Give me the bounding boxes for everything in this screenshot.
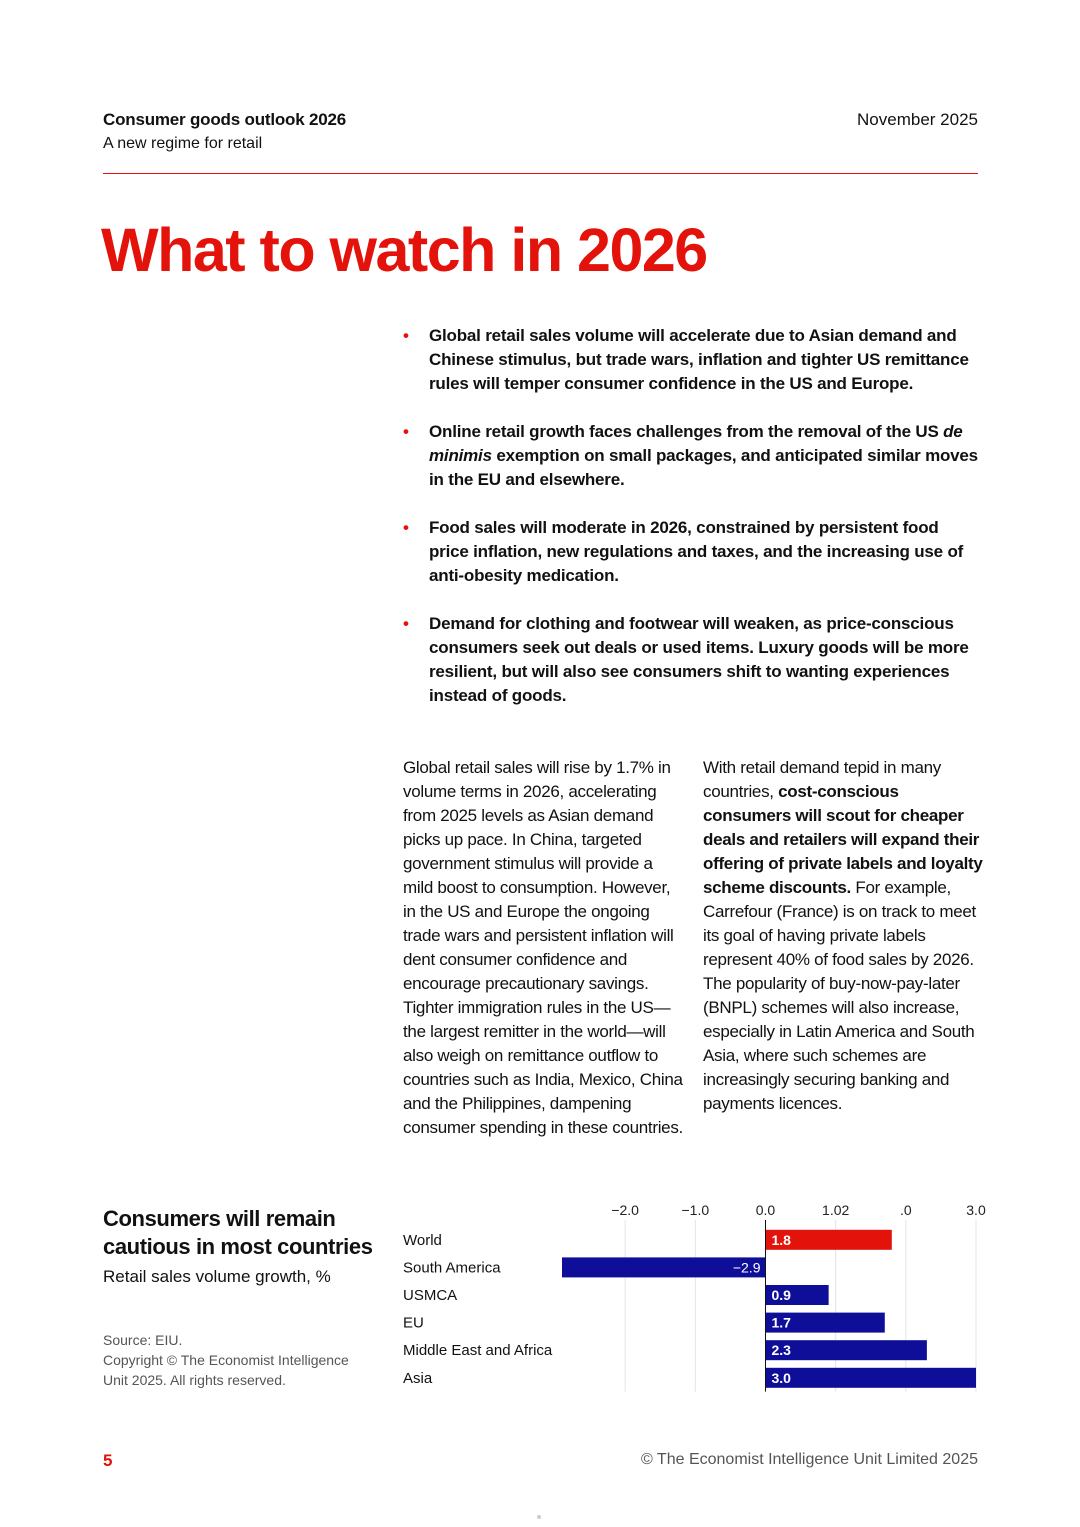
chart-subtitle: Retail sales volume growth, % [103,1267,331,1286]
x-tick-label: 3.0 [966,1202,986,1218]
copyright-line: Copyright © The Economist Intelligence Unit 2025. All rights reserved. [103,1352,349,1388]
body-text: With retail demand tepid in many countries, [703,758,941,801]
x-tick-label: .0 [899,1202,912,1218]
bar [765,1368,976,1388]
footer-copyright: © The Economist Intelligence Unit Limited 2025 [640,1451,978,1468]
bar-value-label: 2.3 [771,1342,791,1359]
key-point-text: Global retail sales volume will accelerate due to Asian demand and Chinese stimulus, but trade wars, inflation and tighter US remittance rules will temper consumer confidence in the US and Europe. [429,326,969,393]
bullet-icon: • [403,518,409,537]
key-point [403,516,978,588]
report-title: Consumer goods outlook 2026 [103,110,347,129]
page-indicator-dot [537,1515,541,1519]
x-tick-label: −2.0 [611,1202,639,1218]
key-point-text: Food sales will moderate in 2026, constrained by persistent food price inflation, new regulations and taxes, and the increasing use of anti-obesity medication. [429,518,964,585]
report-date: November 2025 [857,110,978,129]
category-label: South America [403,1259,501,1277]
key-point [403,612,978,708]
body-column-right [703,756,983,1116]
retail-growth-bar-chart [400,1196,986,1398]
bar-value-label: 3.0 [771,1369,791,1386]
category-label: USMCA [403,1287,458,1304]
page-title: What to watch in 2026 [101,216,707,284]
key-point-italic: de minimis [429,422,963,465]
key-point-text: Demand for clothing and footwear will weaken, as price-conscious consumers seek out deals or used items. Luxury goods will be more resilient, but will also see consumers shift to wanting experiences instead of goods. [429,614,969,705]
category-label: World [403,1231,442,1249]
key-points-list [403,324,978,732]
header-divider [103,173,978,174]
bar-value-label: 0.9 [771,1287,791,1303]
body-column-left: Global retail sales will rise by 1.7% in volume terms in 2026, accelerating from 2025 levels as Asian demand picks up pace. In China, targeted government stimulus will provide a mild boost to consumption. However, in the US and Europe the ongoing trade wars and persistent inflation will dent consumer confidence and encourage precautionary savings. Tighter immigration rules in the US—the largest remitter in the world—will also weigh on remittance outflow to countries such as India, Mexico, China and the Philippines, dampening consumer spending in these countries. [403,758,683,1137]
key-point-text: exemption on small packages, and anticipated similar moves in the EU and elsewhere. [429,446,978,489]
report-subtitle: A new regime for retail [103,135,263,152]
page-number: 5 [103,1451,113,1470]
bullet-icon: • [403,326,409,345]
category-label: Asia [403,1369,433,1387]
body-text: For example, Carrefour (France) is on track to meet its goal of having private labels represent 40% of food sales by 2026. The popularity of buy-now-pay-later (BNPL) schemes will also increase, especially in Latin America and South Asia, where such schemes are increasingly securing banking and payments licences. [703,878,976,1113]
bar-value-label: −2.9 [732,1259,761,1276]
bullet-icon: • [403,614,409,633]
source-line: Source: EIU. [103,1332,183,1348]
category-label: EU [403,1314,424,1332]
key-point [403,324,978,396]
bar-value-label: 1.7 [771,1314,791,1331]
key-point [403,420,978,492]
x-tick-label: −1.0 [681,1202,710,1218]
category-label: Middle East and Africa [403,1342,553,1360]
body-emphasis: cost-conscious consumers will scout for cheaper deals and retailers will expand their offering of private labels and loyalty scheme discounts. [703,782,983,897]
x-tick-label: 1.02 [822,1202,850,1218]
chart-source [103,1330,363,1390]
x-tick-label: 0.0 [755,1202,776,1218]
chart-title: Consumers will remain cautious in most countries [103,1206,373,1259]
bullet-icon: • [403,422,409,441]
bar-value-label: 1.8 [771,1231,791,1248]
key-point-text: Online retail growth faces challenges from the removal of the US [429,422,944,441]
